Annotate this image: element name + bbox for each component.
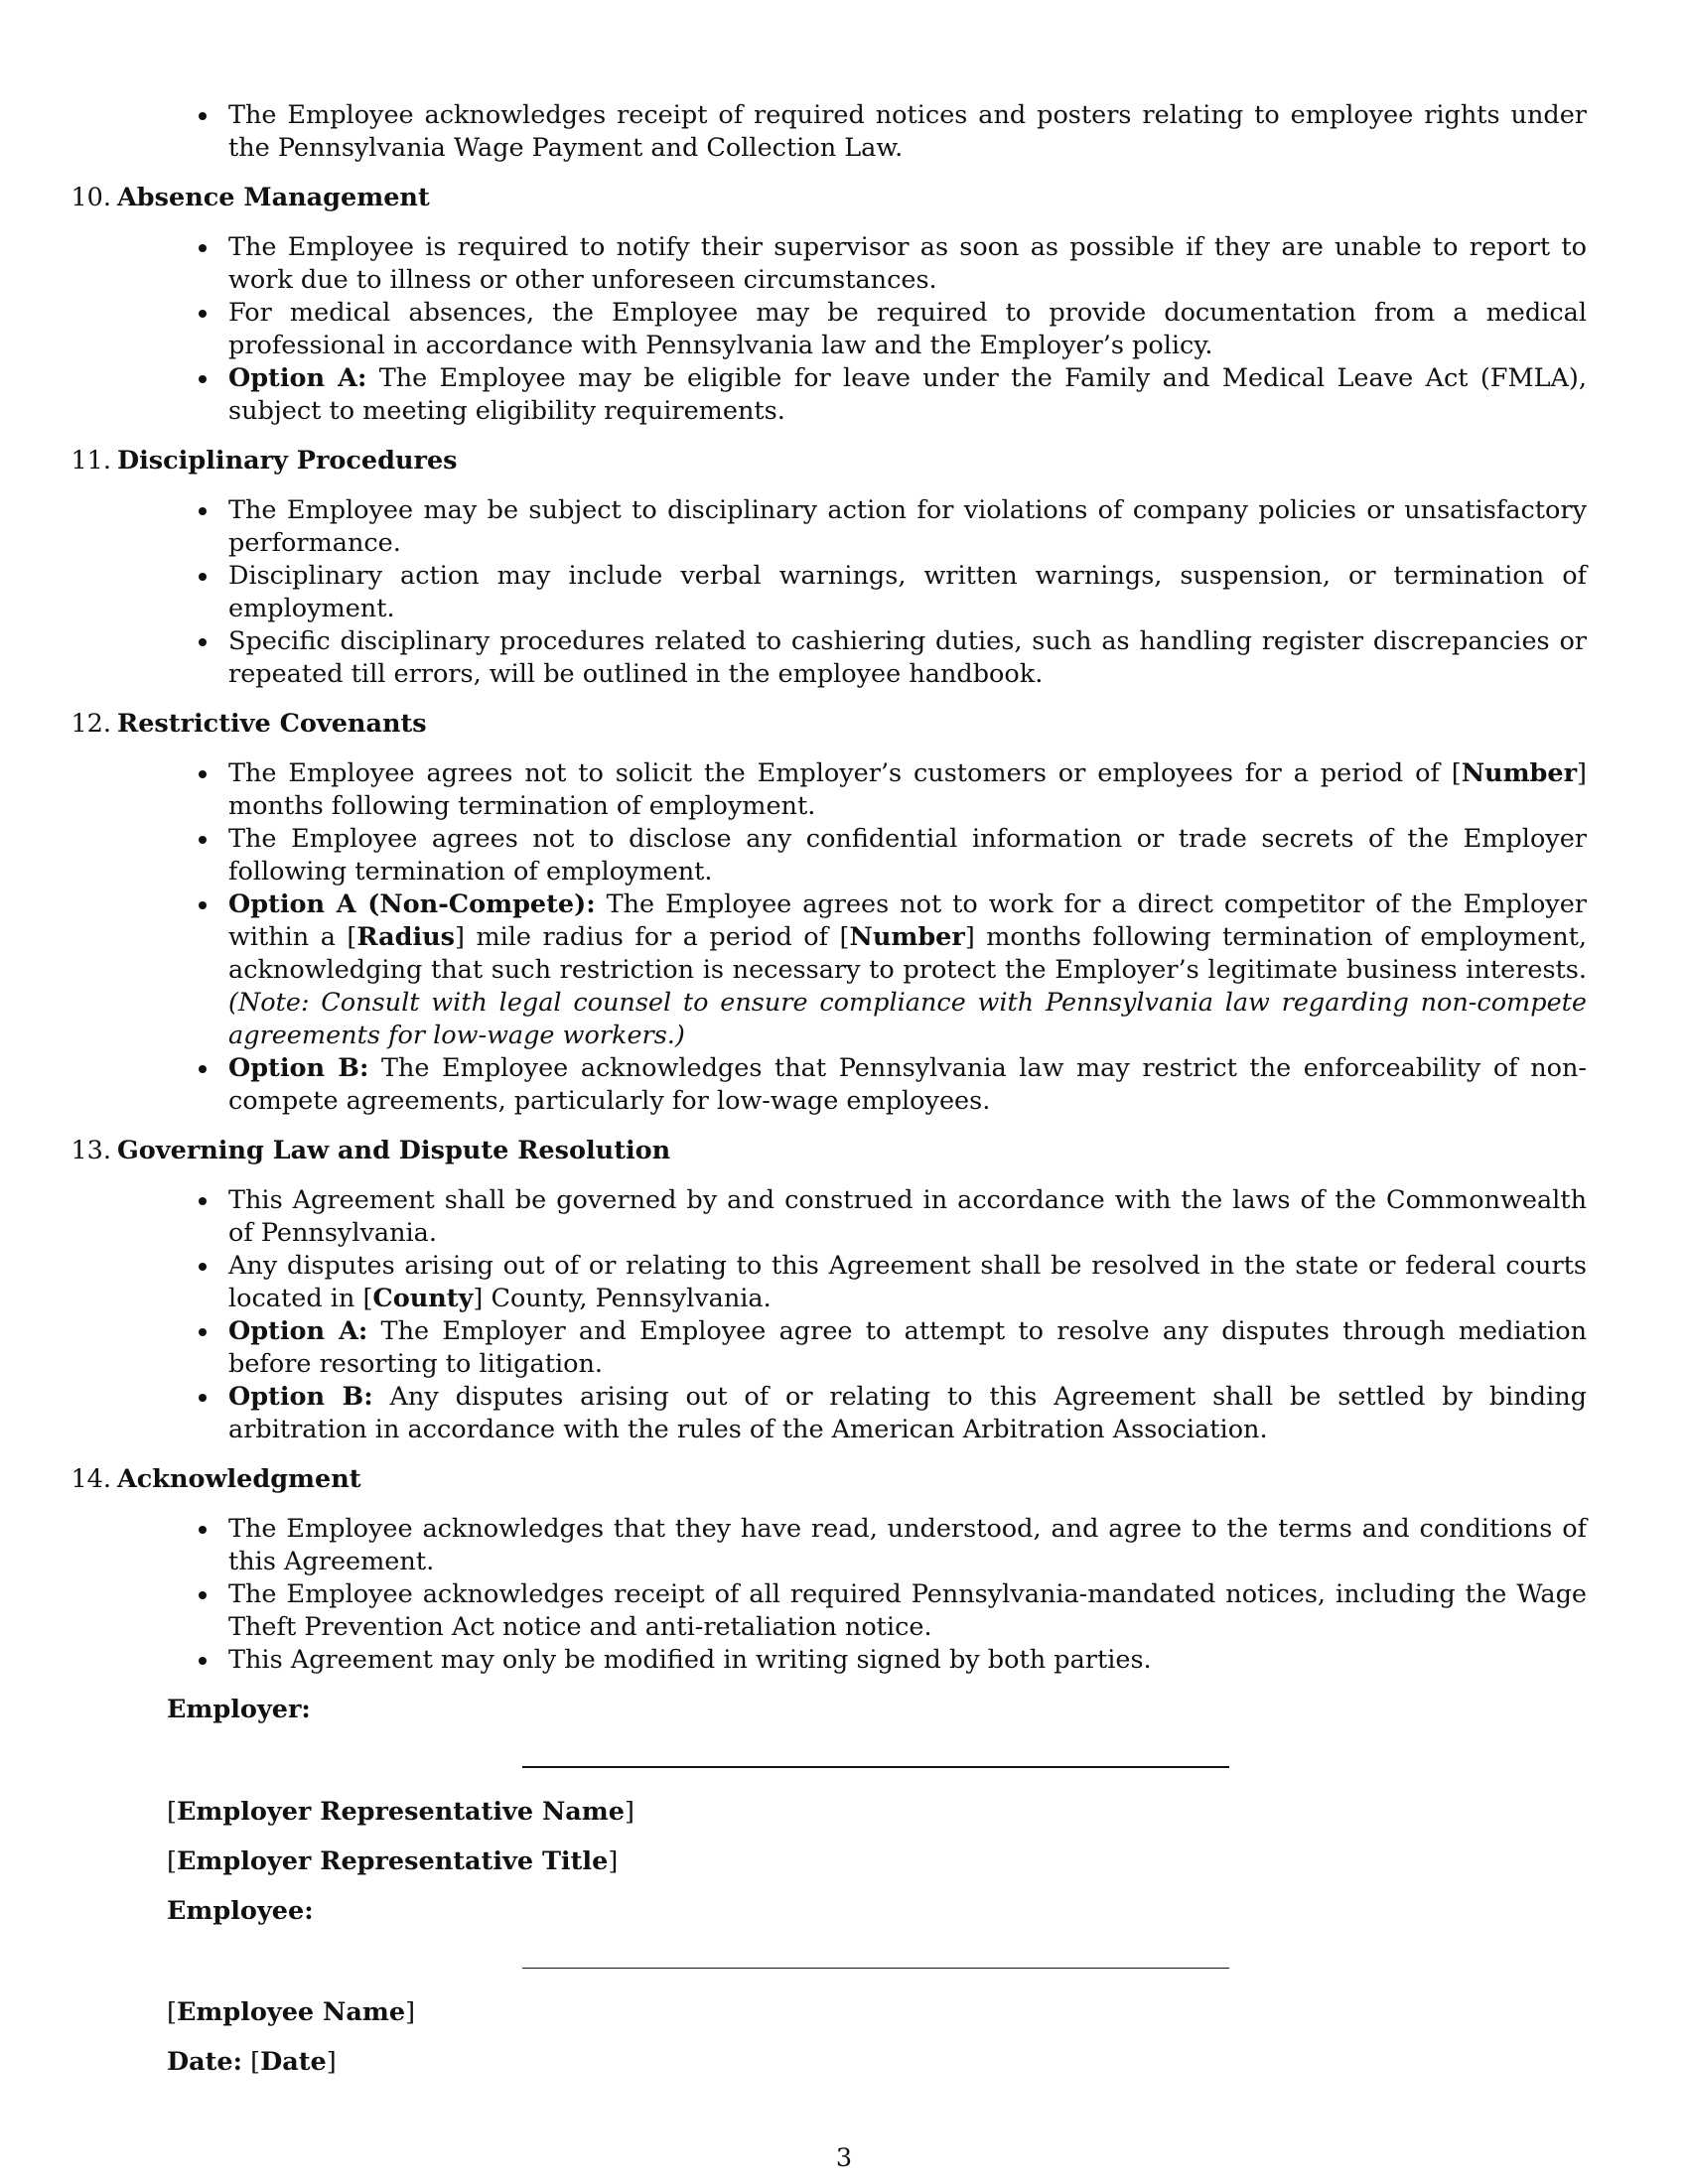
list-item: Specific disciplinary procedures related to cashiering duties, such as handling register discrepancies or repeated till errors, will be outlined in the employee handbook. <box>228 625 1587 691</box>
list-item: Option A: The Employee may be eligible for leave under the Family and Medical Leave Act (FMLA), subject to meeting eligibility requirements. <box>228 362 1587 428</box>
section-disciplinary-procedures <box>70 445 1587 691</box>
bullet-dot-icon <box>199 638 207 646</box>
bullet-dot-icon <box>199 901 207 909</box>
intro-bullet-list <box>228 99 1587 165</box>
bullet-dot-icon <box>199 1328 207 1336</box>
employer-rep-name: [Employer Representative Name] <box>167 1797 634 1827</box>
section-acknowledgment <box>70 1463 1587 1677</box>
bullet-list <box>228 494 1587 691</box>
section-heading <box>70 1135 1587 1167</box>
list-item: Disciplinary action may include verbal warnings, written warnings, suspension, or termination of employment. <box>228 560 1587 625</box>
section-number: 14. <box>70 1464 111 1494</box>
bullet-dot-icon <box>199 1591 207 1599</box>
list-item: The Employee acknowledges that they have read, understood, and agree to the terms and conditions of this Agreement. <box>228 1513 1587 1578</box>
section-title: Disciplinary Procedures <box>117 446 458 476</box>
bullet-dot-icon <box>199 375 207 383</box>
bullet-dot-icon <box>199 244 207 252</box>
signature-block <box>167 1694 1587 2079</box>
list-item: Option A (Non-Compete): The Employee agrees not to work for a direct competitor of the Employer within a [Radius] mile radius for a period of [Number] months following termination of employment, acknowledging that such restriction is necessary to protect the Employer’s legitimate business interests. (Note: Consult with legal counsel to ensure compliance with Pennsylvania law regarding non-compete agreements for low-wage workers.) <box>228 888 1587 1052</box>
bullet-dot-icon <box>199 1657 207 1665</box>
list-item: The Employee may be subject to disciplinary action for violations of company policies or unsatisfactory performance. <box>228 494 1587 560</box>
bullet-list <box>228 231 1587 428</box>
bullet-dot-icon <box>199 112 207 120</box>
section-title: Restrictive Covenants <box>117 709 427 739</box>
date-line: Date: [Date] <box>167 2047 337 2077</box>
section-number: 10. <box>70 183 111 212</box>
section-title: Acknowledgment <box>117 1464 361 1494</box>
employer-signature-line[interactable] <box>522 1766 1229 1768</box>
section-title: Absence Management <box>117 183 430 212</box>
section-title: Governing Law and Dispute Resolution <box>117 1136 671 1165</box>
bullet-dot-icon <box>199 1065 207 1073</box>
employee-signature-line[interactable] <box>522 1968 1229 1969</box>
list-item: The Employee acknowledges receipt of all required Pennsylvania-mandated notices, including the Wage Theft Prevention Act notice and anti-retaliation notice. <box>228 1578 1587 1644</box>
bullet-dot-icon <box>199 573 207 581</box>
list-item: The Employee agrees not to disclose any confidential information or trade secrets of the Employer following termination of employment. <box>228 823 1587 888</box>
section-heading <box>70 1463 1587 1496</box>
bullet-dot-icon <box>199 310 207 318</box>
section-absence-management <box>70 182 1587 428</box>
list-item: Option B: Any disputes arising out of or relating to this Agreement shall be settled by binding arbitration in accordance with the rules of the American Arbitration Association. <box>228 1381 1587 1446</box>
bullet-list <box>228 1184 1587 1446</box>
bullet-dot-icon <box>199 836 207 844</box>
bullet-dot-icon <box>199 1197 207 1205</box>
employee-name: [Employee Name] <box>167 1997 416 2027</box>
list-item: Any disputes arising out of or relating to this Agreement shall be resolved in the state or federal courts located in [County] County, Pennsylvania. <box>228 1250 1587 1315</box>
bullet-dot-icon <box>199 1263 207 1271</box>
section-heading <box>70 182 1587 214</box>
list-item: This Agreement shall be governed by and construed in accordance with the laws of the Commonwealth of Pennsylvania. <box>228 1184 1587 1250</box>
bullet-dot-icon <box>199 770 207 778</box>
employee-label: Employee: <box>167 1896 314 1926</box>
section-number: 12. <box>70 709 111 739</box>
employer-label: Employer: <box>167 1695 311 1724</box>
list-item: This Agreement may only be modified in writing signed by both parties. <box>228 1644 1587 1677</box>
section-heading <box>70 445 1587 478</box>
page-number: 3 <box>835 2143 853 2173</box>
bullet-dot-icon <box>199 1526 207 1534</box>
section-governing-law <box>70 1135 1587 1446</box>
list-item: Option A: The Employer and Employee agree to attempt to resolve any disputes through mediation before resorting to litigation. <box>228 1315 1587 1381</box>
list-item: The Employee is required to notify their supervisor as soon as possible if they are unable to report to work due to illness or other unforeseen circumstances. <box>228 231 1587 297</box>
bullet-list <box>228 1513 1587 1677</box>
section-number: 11. <box>70 446 111 476</box>
bullet-dot-icon <box>199 507 207 515</box>
list-item: For medical absences, the Employee may be required to provide documentation from a medical professional in accordance with Pennsylvania law and the Employer’s policy. <box>228 297 1587 362</box>
document-content <box>70 99 1588 2079</box>
list-item: The Employee acknowledges receipt of required notices and posters relating to employee rights under the Pennsylvania Wage Payment and Collection Law. <box>228 99 1587 165</box>
list-item: The Employee agrees not to solicit the Employer’s customers or employees for a period of [Number] months following termination of employment. <box>228 757 1587 823</box>
section-number: 13. <box>70 1136 111 1165</box>
bullet-dot-icon <box>199 1394 207 1402</box>
employer-rep-title: [Employer Representative Title] <box>167 1846 619 1876</box>
section-restrictive-covenants <box>70 708 1588 1118</box>
section-heading <box>70 708 1587 741</box>
list-item: Option B: The Employee acknowledges that Pennsylvania law may restrict the enforceability of non-compete agreements, particularly for low-wage employees. <box>228 1052 1587 1118</box>
bullet-list <box>228 757 1587 1118</box>
